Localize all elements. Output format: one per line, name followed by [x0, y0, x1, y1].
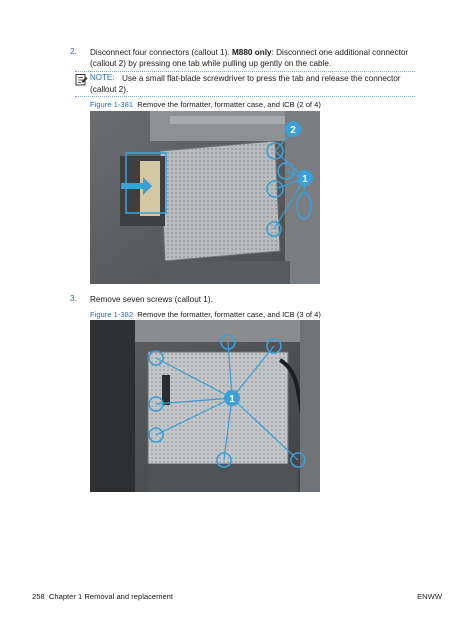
figure-381-caption: [90, 100, 321, 109]
note-icon: [75, 73, 88, 86]
note-label: NOTE:: [90, 73, 115, 82]
figure-382-caption: [90, 310, 321, 319]
note-bottom-rule: [75, 96, 415, 97]
figure-382-caption-text: Remove the formatter, formatter case, and ICB (3 of 4): [137, 310, 321, 319]
step-3-text: Remove seven screws (callout 1).: [90, 295, 213, 304]
callout-2-label: 2: [290, 125, 296, 136]
figure-381-photo: [90, 111, 320, 284]
figure-381-number: Figure 1-381: [90, 100, 134, 109]
step-2-text-a: Disconnect four connectors (callout 1).: [90, 48, 232, 57]
footer-chapter: Chapter 1 Removal and replacement: [48, 592, 174, 601]
note-text: Use a small flat-blade screwdriver to press the tab and release the connector (callout 2).: [90, 74, 401, 94]
figure-382-number: Figure 1-382: [90, 310, 134, 319]
step-2-text-b: : Disconnect one additional connector (callout 2) by pressing one tab while pulling up gently on the cable.: [90, 48, 409, 68]
footer-brand: ENWW: [417, 592, 442, 601]
note-top-rule: [75, 71, 415, 72]
callout-1-label: 1: [302, 174, 308, 185]
step-2-number: 2.: [70, 47, 77, 56]
footer-page-number: 258: [32, 592, 45, 601]
figure-382-photo: [90, 320, 320, 492]
step-3-number: 3.: [70, 294, 77, 303]
figure-381-caption-text: Remove the formatter, formatter case, and ICB (2 of 4): [137, 100, 321, 109]
footer-page-chapter: [32, 592, 173, 601]
step-2-text-bold: M880 only: [231, 48, 272, 57]
callout-1-label: 1: [229, 394, 235, 405]
step-2-text: [90, 47, 430, 69]
